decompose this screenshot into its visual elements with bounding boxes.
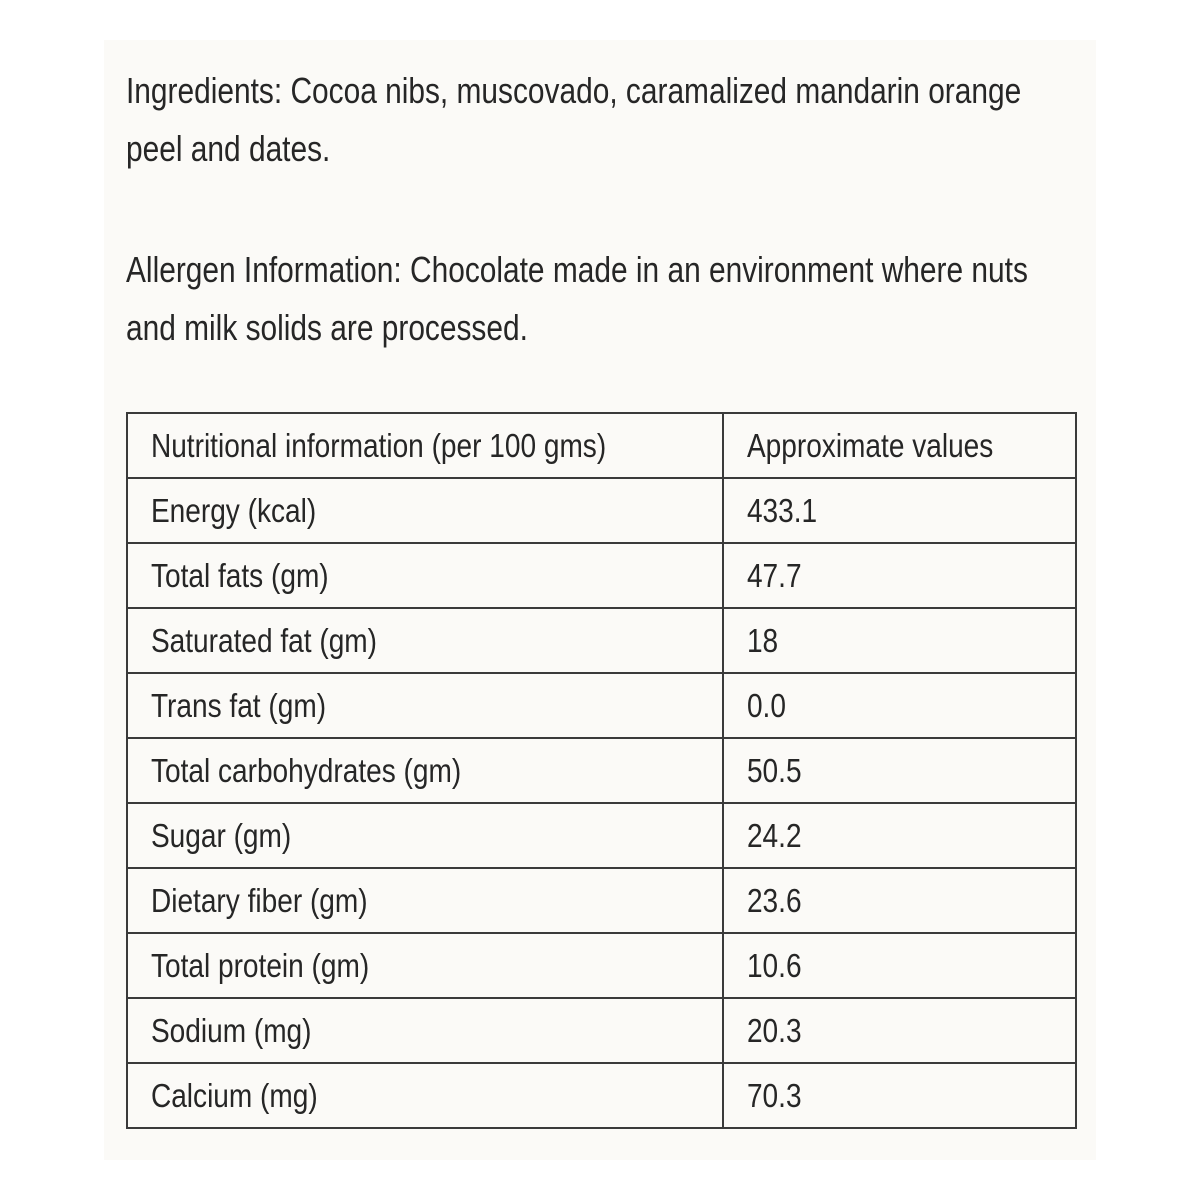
nutrient-name: Sodium (mg) bbox=[127, 998, 723, 1063]
nutrient-value: 23.6 bbox=[723, 868, 1076, 933]
table-row bbox=[127, 933, 1076, 998]
header-cell-value: Approximate values bbox=[723, 413, 1076, 478]
nutrient-name: Sugar (gm) bbox=[127, 803, 723, 868]
nutrient-value: 18 bbox=[723, 608, 1076, 673]
nutrient-name: Trans fat (gm) bbox=[127, 673, 723, 738]
nutrient-value: 20.3 bbox=[723, 998, 1076, 1063]
ingredients-line-1: Ingredients: Cocoa nibs, muscovado, caramalized mandarin orange bbox=[126, 70, 1022, 111]
table-header-row bbox=[127, 413, 1076, 478]
nutrient-name: Total fats (gm) bbox=[127, 543, 723, 608]
allergen-text bbox=[126, 241, 1028, 357]
table-row bbox=[127, 998, 1076, 1063]
table-row bbox=[127, 868, 1076, 933]
nutrient-name: Dietary fiber (gm) bbox=[127, 868, 723, 933]
allergen-line-1: Allergen Information: Chocolate made in an environment where nuts bbox=[126, 249, 1028, 290]
table-row bbox=[127, 803, 1076, 868]
table-row bbox=[127, 1063, 1076, 1128]
nutrient-value: 433.1 bbox=[723, 478, 1076, 543]
table-row bbox=[127, 543, 1076, 608]
table-row bbox=[127, 478, 1076, 543]
nutrition-table bbox=[126, 412, 1077, 1129]
table-row bbox=[127, 673, 1076, 738]
nutrient-name: Calcium (mg) bbox=[127, 1063, 723, 1128]
nutrient-value: 70.3 bbox=[723, 1063, 1076, 1128]
table-row bbox=[127, 738, 1076, 803]
nutrient-value: 0.0 bbox=[723, 673, 1076, 738]
nutrient-value: 47.7 bbox=[723, 543, 1076, 608]
nutrient-name: Saturated fat (gm) bbox=[127, 608, 723, 673]
nutrient-name: Total protein (gm) bbox=[127, 933, 723, 998]
ingredients-line-2: peel and dates. bbox=[126, 128, 331, 169]
nutrient-value: 10.6 bbox=[723, 933, 1076, 998]
table-row bbox=[127, 608, 1076, 673]
nutrient-name: Energy (kcal) bbox=[127, 478, 723, 543]
allergen-line-2: and milk solids are processed. bbox=[126, 307, 528, 348]
nutrient-name: Total carbohydrates (gm) bbox=[127, 738, 723, 803]
nutrient-value: 50.5 bbox=[723, 738, 1076, 803]
nutrient-value: 24.2 bbox=[723, 803, 1076, 868]
header-cell-name: Nutritional information (per 100 gms) bbox=[127, 413, 723, 478]
ingredients-text bbox=[126, 62, 1022, 178]
